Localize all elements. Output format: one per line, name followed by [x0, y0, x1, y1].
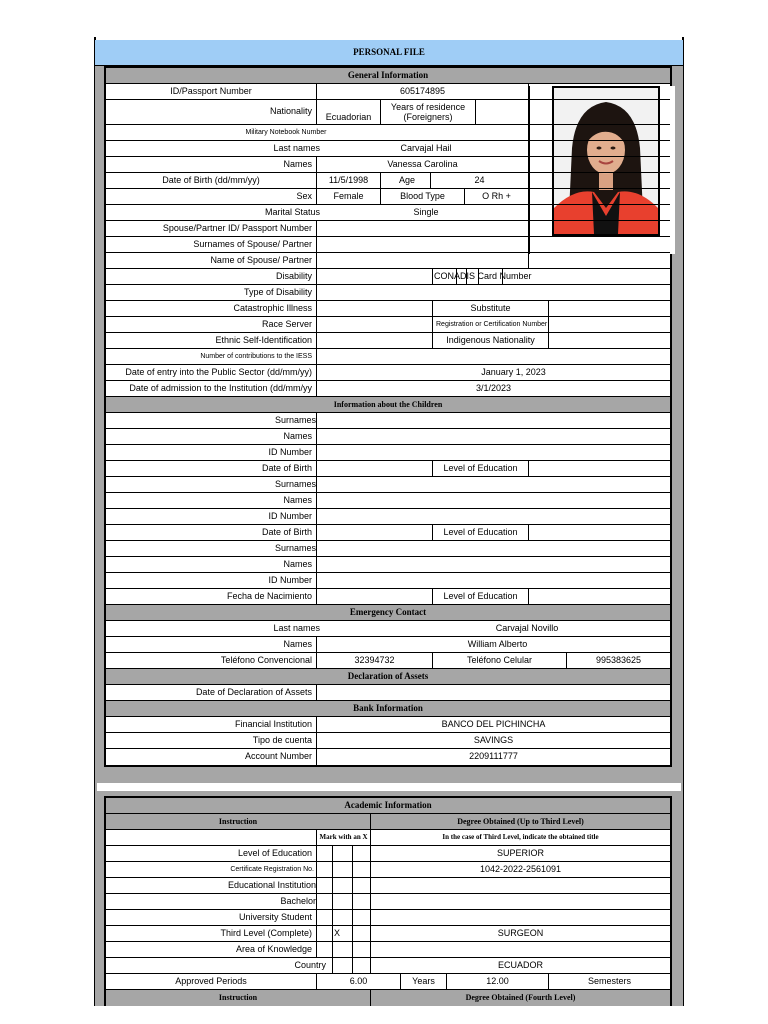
phone-value: 32394732 [316, 653, 432, 668]
spouse-name-value [316, 253, 528, 268]
spouse-surnames-row [106, 237, 670, 253]
indigenous-value [548, 333, 670, 348]
mobile-value: 995383625 [566, 653, 670, 668]
child3-dob-row [106, 589, 670, 605]
disability-value [316, 269, 432, 284]
edu-institution-value [370, 878, 670, 893]
level-mark-a [316, 846, 332, 861]
child2-names-value [316, 493, 670, 508]
university-mark-b [332, 910, 352, 925]
white-band [97, 783, 681, 791]
entry-row [106, 365, 670, 381]
emergency-names-label: Names [283, 639, 312, 649]
registration-value [548, 317, 670, 332]
race-row [106, 317, 670, 333]
sex-row [106, 189, 670, 205]
bank-institution-label: Financial Institution [234, 719, 312, 729]
child3-surnames-label: Surnames [274, 543, 316, 553]
spouse-id-value [316, 221, 528, 236]
emergency-header: Emergency Contact [106, 605, 670, 621]
blood-value: O Rh + [464, 189, 528, 204]
semesters-label: Semesters [548, 974, 670, 989]
academic-fourth-head-row [106, 990, 670, 1006]
bank-account-value: 2209111777 [316, 749, 670, 765]
emergency-names-value: William Alberto [316, 637, 670, 652]
military-label: Military Notebook Number [245, 129, 327, 136]
nationality-label: Nationality [269, 106, 312, 116]
area-mark-b [332, 942, 352, 957]
level-mark-c [352, 846, 370, 861]
disability-type-value [316, 285, 670, 300]
third-label: Third Level (Complete) [220, 928, 312, 938]
child1-dob-label: Date of Birth [261, 463, 312, 473]
conadis-sep-1 [456, 269, 457, 284]
level-value: SUPERIOR [370, 846, 670, 861]
child1-surnames-label: Surnames [274, 415, 316, 425]
disability-label: Disability [275, 271, 312, 281]
indigenous-label: Indigenous Nationality [432, 333, 548, 348]
entry-value: January 1, 2023 [316, 365, 670, 380]
nationality-row [106, 100, 670, 125]
marital-value: Single [413, 207, 439, 217]
race-value [316, 317, 432, 332]
substitute-label: Substitute [432, 301, 548, 316]
child2-id-label: ID Number [268, 511, 312, 521]
university-value [370, 910, 670, 925]
emergency-names-row [106, 637, 670, 653]
child1-education-value [528, 461, 670, 476]
academic-mark-row [106, 830, 670, 846]
assets-date-label: Date of Declaration of Assets [195, 687, 312, 697]
child1-id-row [106, 445, 670, 461]
entry-label: Date of entry into the Public Sector (dd/mm/yy) [125, 367, 312, 377]
race-label: Race Server [261, 319, 312, 329]
disability-type-label: Type of Disability [243, 287, 312, 297]
child3-id-label: ID Number [268, 575, 312, 585]
dob-row [106, 173, 670, 189]
child3-surnames-row [106, 541, 670, 557]
country-mark-b [332, 958, 352, 973]
child1-names-value [316, 429, 670, 444]
bachelor-label: Bachelor [280, 896, 316, 906]
child2-surnames-value [316, 477, 670, 492]
names-value: Vanessa Carolina [316, 157, 528, 172]
id-value: 605174895 [316, 84, 528, 99]
bachelor-mark-c [352, 894, 370, 909]
third-mark-a [316, 926, 332, 941]
iess-value [316, 349, 670, 364]
bank-header: Bank Information [106, 701, 670, 717]
third-value: SURGEON [370, 926, 670, 941]
academic-colhead-row [106, 814, 670, 830]
cert-mark-c [352, 862, 370, 877]
level-label: Level of Education [237, 848, 312, 858]
conadis-sep-2 [466, 269, 467, 284]
ethnic-row [106, 333, 670, 349]
emergency-lastnames-label: Last names [273, 623, 320, 633]
sex-sep [528, 189, 529, 204]
emergency-lastnames-row [106, 621, 670, 637]
child1-dob-row [106, 461, 670, 477]
emergency-phone-row [106, 653, 670, 669]
personal-file-sheet [94, 40, 684, 1006]
child1-id-value [316, 445, 670, 460]
spouse-id-label: Spouse/Partner ID/ Passport Number [162, 223, 312, 233]
disability-row [106, 269, 670, 285]
bank-type-label: Tipo de cuenta [252, 735, 312, 745]
periods-label: Approved Periods [175, 976, 247, 986]
third-mark-c [352, 926, 370, 941]
spouse-name-label: Name of Spouse/ Partner [210, 255, 312, 265]
id-row [106, 84, 670, 100]
cert-label: Certificate Registration No. [230, 866, 314, 873]
dob-sep [528, 173, 529, 188]
country-mark-c [352, 958, 370, 973]
phone-label: Teléfono Convencional [220, 655, 312, 665]
lastnames-value: Carvajal Hail [400, 143, 452, 153]
level-row [106, 846, 670, 862]
bank-institution-value: BANCO DEL PICHINCHA [316, 717, 670, 732]
nationality-value: Ecuadorian [316, 100, 380, 124]
bank-institution-row [106, 717, 670, 733]
child3-education-label: Level of Education [432, 589, 528, 604]
marital-label: Marital Status [264, 207, 320, 217]
child3-dob-value [316, 589, 432, 604]
child1-names-label: Names [283, 431, 312, 441]
admission-label: Date of admission to the Institution (dd/mm/yy [129, 383, 312, 393]
child1-id-label: ID Number [268, 447, 312, 457]
academic-panel [104, 796, 672, 1006]
child3-names-value [316, 557, 670, 572]
names-sep [528, 157, 529, 172]
child3-id-value [316, 573, 670, 588]
bachelor-mark-b [332, 894, 352, 909]
military-row [106, 125, 670, 141]
child2-id-value [316, 509, 670, 524]
edu-mark-a [316, 878, 332, 893]
spouse-name-sep [528, 253, 529, 268]
country-label: Country [294, 960, 326, 970]
spouse-surnames-value [316, 237, 528, 252]
semesters-value: 12.00 [446, 974, 548, 989]
nationality-sep [528, 100, 529, 124]
children-header: Information about the Children [106, 397, 670, 413]
spouse-surnames-label: Surnames of Spouse/ Partner [193, 239, 312, 249]
degree-fourth-head: Degree Obtained (Fourth Level) [370, 990, 670, 1006]
names-row [106, 157, 670, 173]
marital-sep [528, 205, 529, 220]
catastrophic-row [106, 301, 670, 317]
cert-mark-a [316, 862, 332, 877]
military-sep [528, 125, 529, 140]
university-mark-c [352, 910, 370, 925]
instruction-head: Instruction [218, 817, 258, 826]
spouse-id-row [106, 221, 670, 237]
disability-type-row [106, 285, 670, 301]
child2-education-label: Level of Education [432, 525, 528, 540]
sex-value: Female [316, 189, 380, 204]
edu-mark-b [332, 878, 352, 893]
id-label: ID/Passport Number [170, 86, 252, 96]
mark-label: Mark with an X [316, 830, 370, 845]
third-hint: In the case of Third Level, indicate the obtained title [370, 830, 670, 845]
degree-third-head: Degree Obtained (Up to Third Level) [370, 814, 670, 829]
iess-label: Number of contributions to the IESS [200, 353, 312, 360]
bank-account-row [106, 749, 670, 765]
area-mark-a [316, 942, 332, 957]
dob-label: Date of Birth (dd/mm/yy) [162, 175, 260, 185]
child1-dob-value [316, 461, 432, 476]
residence-label: Years of residence (Foreigners) [380, 100, 476, 124]
academic-header: Academic Information [106, 798, 670, 814]
age-value: 24 [430, 173, 528, 188]
university-label: University Student [238, 912, 312, 922]
iess-row [106, 349, 670, 365]
child2-dob-label: Date of Birth [261, 527, 312, 537]
level-mark-b [332, 846, 352, 861]
cert-row [106, 862, 670, 878]
emergency-lastnames-value: Carvajal Novillo [495, 623, 559, 633]
country-row [106, 958, 670, 974]
edu-mark-c [352, 878, 370, 893]
lastnames-sep [528, 141, 529, 156]
page-title: PERSONAL FILE [95, 40, 683, 66]
bank-type-row [106, 733, 670, 749]
child3-dob-label: Fecha de Nacimiento [226, 591, 312, 601]
blood-label: Blood Type [380, 189, 464, 204]
third-row [106, 926, 670, 942]
child2-id-row [106, 509, 670, 525]
child1-surnames-value [316, 413, 670, 428]
names-label: Names [283, 159, 312, 169]
bachelor-row [106, 894, 670, 910]
child2-dob-value [316, 525, 432, 540]
child2-dob-row [106, 525, 670, 541]
child2-names-row [106, 493, 670, 509]
bachelor-mark-a [316, 894, 332, 909]
catastrophic-label: Catastrophic Illness [233, 303, 312, 313]
years-label: Years [400, 974, 446, 989]
lastnames-row [106, 141, 670, 157]
university-row [106, 910, 670, 926]
child2-names-label: Names [283, 495, 312, 505]
periods-row [106, 974, 670, 990]
admission-value: 3/1/2023 [316, 381, 670, 396]
dob-value: 11/5/1998 [316, 173, 380, 188]
bachelor-value [370, 894, 670, 909]
instruction-head-2: Instruction [218, 993, 258, 1002]
edu-institution-row [106, 878, 670, 894]
ethnic-value [316, 333, 432, 348]
periods-value: 6.00 [316, 974, 400, 989]
registration-label: Registration or Certification Number [432, 317, 548, 332]
child3-names-row [106, 557, 670, 573]
general-header: General Information [106, 68, 670, 84]
child1-surnames-row [106, 413, 670, 429]
bank-type-value: SAVINGS [316, 733, 670, 748]
ethnic-label: Ethnic Self-Identification [215, 335, 312, 345]
catastrophic-value [316, 301, 432, 316]
mobile-label: Teléfono Celular [432, 653, 566, 668]
spouse-surnames-sep [528, 237, 529, 252]
age-label: Age [380, 173, 430, 188]
country-value: ECUADOR [370, 958, 670, 973]
lastnames-label: Last names [273, 143, 320, 153]
area-row [106, 942, 670, 958]
assets-date-row [106, 685, 670, 701]
child1-education-label: Level of Education [432, 461, 528, 476]
child3-names-label: Names [283, 559, 312, 569]
child2-surnames-label: Surnames [274, 479, 316, 489]
marital-row [106, 205, 670, 221]
area-value [370, 942, 670, 957]
assets-date-value [316, 685, 670, 700]
third-mark: X [332, 926, 352, 941]
id-sep [528, 84, 529, 99]
spouse-name-row [106, 253, 670, 269]
area-mark-c [352, 942, 370, 957]
conadis-sep-4 [502, 269, 503, 284]
conadis-sep-3 [478, 269, 479, 284]
sex-label: Sex [296, 191, 312, 201]
spacer-1 [95, 767, 683, 783]
edu-institution-label: Educational Institution [227, 880, 316, 890]
child2-surnames-row [106, 477, 670, 493]
cert-mark-b [332, 862, 352, 877]
area-label: Area of Knowledge [235, 944, 312, 954]
spouse-id-sep [528, 221, 529, 236]
child1-names-row [106, 429, 670, 445]
university-mark-a [316, 910, 332, 925]
child3-surnames-value [316, 541, 670, 556]
bank-account-label: Account Number [244, 751, 312, 761]
conadis-label: CONADIS Card Number [432, 269, 534, 284]
cert-value: 1042-2022-2561091 [370, 862, 670, 877]
assets-header: Declaration of Assets [106, 669, 670, 685]
admission-row [106, 381, 670, 397]
child3-id-row [106, 573, 670, 589]
child3-education-value [528, 589, 670, 604]
substitute-value [548, 301, 670, 316]
child2-education-value [528, 525, 670, 540]
general-panel [104, 66, 672, 767]
